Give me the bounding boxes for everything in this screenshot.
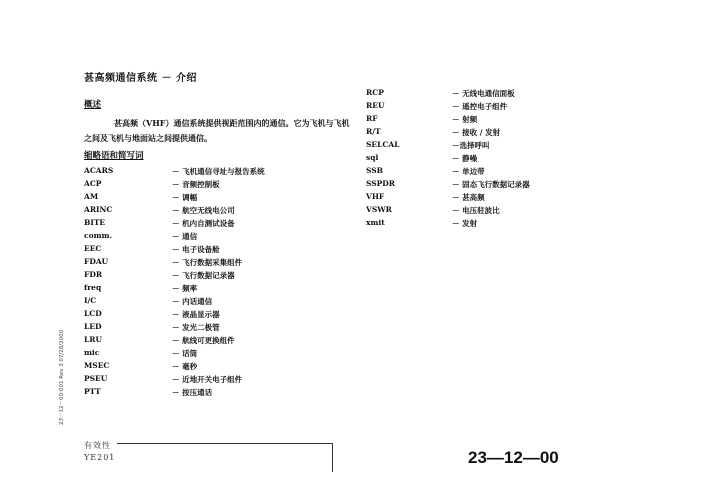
abbreviation-code: ACARS — [84, 166, 114, 175]
abbreviation-meaning: － 无线电通信面板 — [452, 89, 515, 98]
abbreviation-meaning: － 频率 — [172, 284, 198, 293]
abbreviations-heading: 缩略语和简写词 — [84, 151, 144, 161]
page-title: 甚高频通信系统 － 介绍 — [84, 73, 197, 84]
abbreviation-row — [366, 101, 606, 114]
abbreviation-code: PTT — [84, 387, 101, 396]
abbreviation-meaning: － 毫秒 — [172, 362, 198, 371]
overview-paragraph — [84, 116, 356, 146]
abbreviation-meaning: －选择呼叫 — [452, 141, 490, 150]
abbreviation-meaning: － 通信 — [172, 232, 198, 241]
abbreviation-row — [366, 205, 606, 218]
abbreviation-code: EEC — [84, 244, 102, 253]
abbreviation-meaning: － 液晶显示器 — [172, 310, 220, 319]
abbreviation-row — [84, 257, 344, 270]
abbreviation-meaning: － 静噪 — [452, 154, 478, 163]
abbreviation-code: MSEC — [84, 361, 110, 370]
abbreviation-meaning: － 飞行数据采集组件 — [172, 258, 243, 267]
abbreviation-meaning: － 航空无线电公司 — [172, 206, 235, 215]
abbreviation-list-left — [84, 166, 344, 400]
abbreviation-row — [84, 322, 344, 335]
abbreviation-row — [84, 296, 344, 309]
effectivity-label: 有效性 — [84, 441, 111, 450]
abbreviation-row — [84, 179, 344, 192]
abbreviation-meaning: － 遥控电子组件 — [452, 102, 508, 111]
footer-divider-horizontal — [117, 443, 332, 444]
abbreviation-meaning: － 电子设备舱 — [172, 245, 220, 254]
abbreviation-meaning: － 射频 — [452, 115, 478, 124]
abbreviation-row — [366, 218, 606, 231]
abbreviation-code: mic — [84, 348, 100, 357]
abbreviation-code: VSWR — [366, 205, 392, 214]
abbreviation-code: LED — [84, 322, 102, 331]
abbreviation-list-right — [366, 88, 606, 231]
abbreviation-meaning: － 固态飞行数据记录器 — [452, 180, 530, 189]
abbreviation-code: FDR — [84, 270, 103, 279]
abbreviation-row — [84, 166, 344, 179]
abbreviation-code: VHF — [366, 192, 385, 201]
abbreviation-row — [84, 361, 344, 374]
abbreviation-row — [366, 153, 606, 166]
abbreviation-code: FDAU — [84, 257, 109, 266]
abbreviation-code: I/C — [84, 296, 97, 305]
abbreviation-code: RF — [366, 114, 378, 123]
page-number: 23—12—00 — [468, 448, 559, 467]
abbreviation-meaning: － 飞机通信寻址与报告系统 — [172, 167, 265, 176]
abbreviation-meaning: － 发光二极管 — [172, 323, 220, 332]
abbreviation-row — [366, 88, 606, 101]
footer-divider-vertical — [332, 443, 333, 472]
abbreviation-code: AM — [84, 192, 99, 201]
abbreviation-code: ARINC — [84, 205, 113, 214]
abbreviation-code: REU — [366, 101, 385, 110]
abbreviation-meaning: － 发射 — [452, 219, 478, 228]
abbreviation-code: xmit — [366, 218, 385, 227]
abbreviation-meaning: － 航线可更换组件 — [172, 336, 235, 345]
abbreviation-meaning: － 甚高频 — [452, 193, 485, 202]
abbreviation-code: SSPDR — [366, 179, 396, 188]
abbreviation-row — [366, 127, 606, 140]
abbreviation-code: R/T — [366, 127, 381, 136]
abbreviation-code: freq — [84, 283, 102, 292]
abbreviation-meaning: － 单边带 — [452, 167, 485, 176]
abbreviation-meaning: － 近地开关电子组件 — [172, 375, 243, 384]
abbreviation-code: comm. — [84, 231, 113, 240]
abbreviation-meaning: － 内话通信 — [172, 297, 213, 306]
abbreviation-meaning: － 机内自测试设备 — [172, 219, 235, 228]
abbreviation-row — [84, 387, 344, 400]
document-revision-note: 23－12－00-001 Rev 3 07/28/2000 — [59, 329, 65, 425]
abbreviation-meaning: － 按压通话 — [172, 388, 213, 397]
abbreviation-row — [84, 374, 344, 387]
abbreviation-row — [366, 166, 606, 179]
abbreviation-code: SELCAL — [366, 140, 400, 149]
abbreviation-meaning: － 电压驻波比 — [452, 206, 500, 215]
abbreviation-code: LCD — [84, 309, 102, 318]
abbreviation-row — [84, 348, 344, 361]
abbreviation-meaning: － 接收 / 发射 — [452, 128, 501, 137]
abbreviation-row — [84, 192, 344, 205]
effectivity-value: YE201 — [84, 453, 116, 462]
abbreviation-code: SSB — [366, 166, 384, 175]
abbreviation-code: LRU — [84, 335, 103, 344]
abbreviation-meaning: － 调幅 — [172, 193, 198, 202]
overview-text: 甚高频（VHF）通信系统提供视距范围内的通信。它为飞机与飞机之间及飞机与地面站之间提供通信。 — [84, 118, 350, 143]
abbreviation-row — [84, 231, 344, 244]
abbreviation-row — [84, 205, 344, 218]
abbreviation-code: PSEU — [84, 374, 108, 383]
abbreviation-row — [366, 140, 606, 153]
abbreviation-row — [366, 114, 606, 127]
abbreviation-row — [84, 244, 344, 257]
abbreviation-code: RCP — [366, 88, 384, 97]
abbreviation-row — [84, 309, 344, 322]
abbreviation-row — [84, 283, 344, 296]
abbreviation-row — [84, 335, 344, 348]
abbreviation-code: ACP — [84, 179, 102, 188]
abbreviation-row — [366, 192, 606, 205]
abbreviation-meaning: － 话筒 — [172, 349, 198, 358]
overview-heading: 概述 — [84, 100, 102, 110]
abbreviation-meaning: － 飞行数据记录器 — [172, 271, 235, 280]
abbreviation-row — [84, 218, 344, 231]
abbreviation-row — [84, 270, 344, 283]
abbreviation-meaning: － 音频控制板 — [172, 180, 220, 189]
abbreviation-code: sql — [366, 153, 379, 162]
abbreviation-row — [366, 179, 606, 192]
abbreviation-code: BITE — [84, 218, 106, 227]
